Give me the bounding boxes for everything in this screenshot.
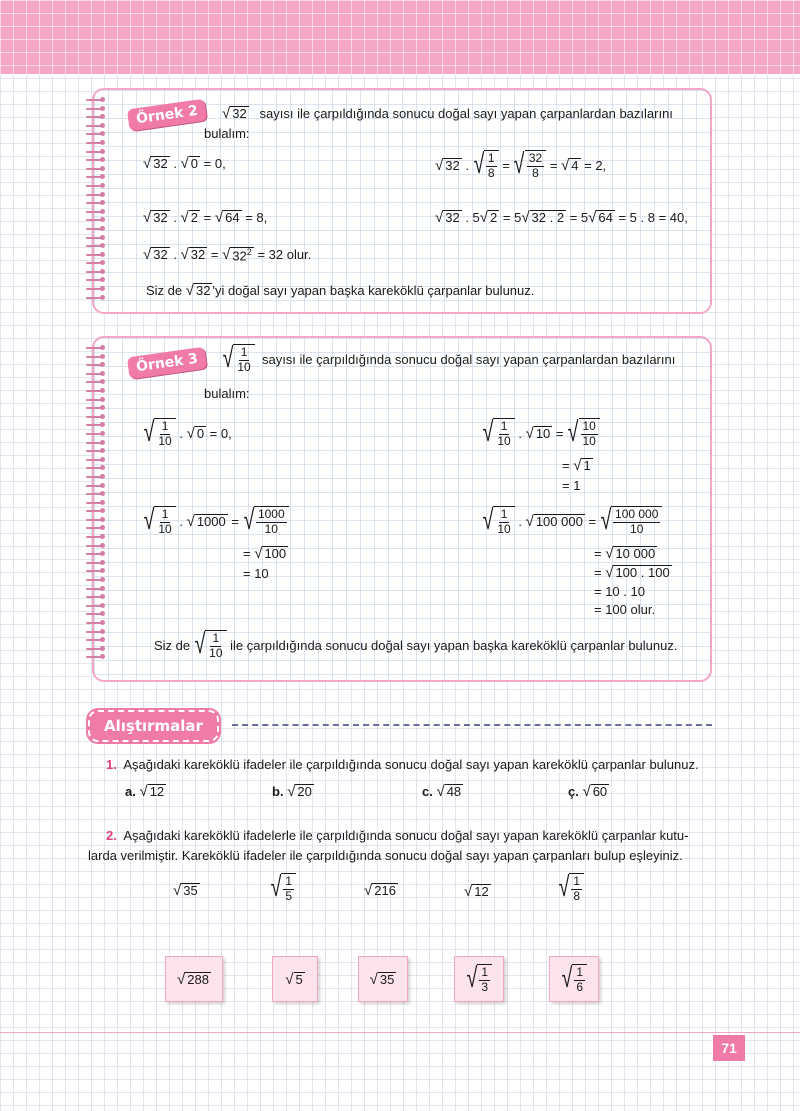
q1-option-a: a. √ 12 [125,783,165,800]
example-3-intro-cont: bulalım: [204,386,250,401]
example-3-line-d3: = √ 100 . 100 [594,564,670,581]
example-3-line-d4: = 10 . 10 [594,584,645,599]
q2-item-3: √ 216 [364,882,396,899]
example-3-line-c1: √ $\frac{1}{10}$ . √ 1000 = √ $\frac{1000}{10}$ [143,506,289,537]
example-3-outro: Siz de √ $\frac{1}{10}$ ile çarpıldığında sonucu doğal sayı yapan başka kareköklü çarpanlar bulunuz. [154,628,678,660]
q1-option-c-cedilla: ç. √ 60 [568,783,608,800]
question-2: 2. Aşağıdaki kareköklü ifadelerle ile çarpıldığında sonucu doğal sayı yapan kareköklü çarpanlar kutu- [106,828,689,843]
footer-line [0,1032,800,1033]
answer-box-5[interactable]: √ $\frac{1}{6}$ [549,956,599,1002]
example-2-line-3: √ 32 . √ 32 = √ $32^2$ = 32 olur. [143,246,312,264]
answer-box-2[interactable]: √ 5 [272,956,318,1002]
example-3-line-b2: = √ 1 [562,457,591,474]
example-2-outro: Siz de √ 32 'yi doğal sayı yapan başka kareköklü çarpanlar bulunuz. [146,282,535,299]
example-3-line-d5: = 100 olur. [594,602,656,617]
question-1: 1. Aşağıdaki kareköklü ifadeler ile çarpıldığında sonucu doğal sayı yapan kareköklü çarpanlar bulunuz. [106,757,699,772]
example-3-line-c2: = √ 100 [243,545,287,562]
q2-item-5: √ $\frac{1}{8}$ [558,873,584,904]
example-3-badge: Örnek 3 [127,347,208,380]
q2-item-2: √ $\frac{1}{5}$ [270,873,296,904]
exercises-title: Alıştırmalar [88,710,219,742]
example-3-line-d2: = √ 10 000 [594,545,656,562]
top-decorative-band [0,0,800,74]
example-2-badge: Örnek 2 [127,99,208,132]
example-3-line-d1: √ $\frac{1}{10}$ . √ 100 000 = √ $\frac{100 000}{10}$ [482,506,662,537]
example-2-line-r2: √ 32 . 5 √ 2 = 5 √ 32 . 2 = 5 √ 64 = 5 . 8 = 40, [435,209,688,226]
q2-item-4: √ 12 [464,883,489,900]
example-3-line-b3: = 1 [562,478,581,493]
answer-box-3[interactable]: √ 35 [358,956,408,1002]
example-3-intro: √ $\frac{1}{10}$ sayısı ile çarpıldığında sonucu doğal sayı yapan çarpanlardan bazılarını [222,342,676,374]
answer-box-4[interactable]: √ $\frac{1}{3}$ [454,956,504,1002]
example-2-intro: √ 32 sayısı ile çarpıldığında sonucu doğal sayı yapan çarpanlardan bazılarını [222,105,673,122]
example-3-line-c3: = 10 [243,566,269,581]
example-3-line-b1: √ $\frac{1}{10}$ . √ 10 = √ $\frac{10}{10}$ [482,418,600,449]
spiral-binding [86,96,106,302]
example-2-line-r1: √ 32 . √ $\frac{1}{8}$ = √ $\frac{32}{8}$ = √ 4 = 2, [435,148,607,180]
example-2-line-2: √ 32 . √ 2 = √ 64 = 8, [143,209,268,226]
q1-option-c: c. √ 48 [422,783,462,800]
q1-option-b: b. √ 20 [272,783,312,800]
exercises-divider [232,724,712,726]
example-2-line-1: √ 32 . √ 0 = 0, [143,155,226,172]
spiral-binding [86,344,106,662]
question-2-cont: larda verilmiştir. Kareköklü ifadeler ile çarpıldığında sonucu doğal sayı yapan çarpanları bulup eşleyiniz. [88,848,683,863]
example-3-line-a1: √ $\frac{1}{10}$ . √ 0 = 0, [143,416,232,448]
answer-box-1[interactable]: √ 288 [165,956,223,1002]
q2-item-1: √ 35 [173,882,198,899]
page-number: 71 [713,1035,745,1061]
example-2-intro-cont: bulalım: [204,126,250,141]
